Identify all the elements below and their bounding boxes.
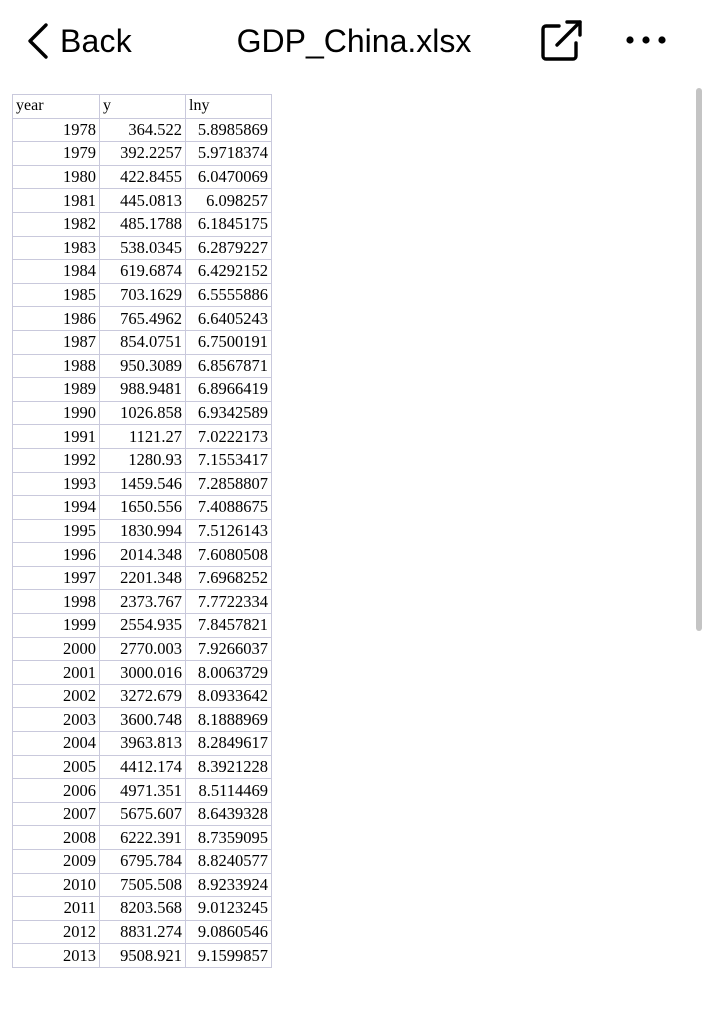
lny-cell[interactable]: 6.5555886 [186,283,272,307]
document-title: GDP_China.xlsx [236,23,472,59]
lny-cell[interactable]: 9.0860546 [186,920,272,944]
table-row [13,850,272,874]
table-row [13,637,272,661]
column-header-y[interactable]: y [100,95,186,119]
spreadsheet[interactable] [12,94,272,968]
year-cell[interactable]: 2009 [13,850,100,874]
share-icon [540,18,584,62]
y-cell[interactable]: 3600.748 [100,708,186,732]
y-cell[interactable]: 485.1788 [100,212,186,236]
lny-cell[interactable]: 6.6405243 [186,307,272,331]
year-cell[interactable]: 1993 [13,472,100,496]
year-cell[interactable]: 1999 [13,614,100,638]
y-cell[interactable]: 1650.556 [100,496,186,520]
y-cell[interactable]: 988.9481 [100,378,186,402]
table-row [13,920,272,944]
lny-cell[interactable]: 7.8457821 [186,614,272,638]
year-cell[interactable]: 2002 [13,684,100,708]
lny-cell[interactable]: 6.1845175 [186,212,272,236]
lny-cell[interactable]: 8.6439328 [186,802,272,826]
header-row [13,95,272,119]
y-cell[interactable]: 3963.813 [100,732,186,756]
lny-cell[interactable]: 7.0222173 [186,425,272,449]
y-cell[interactable]: 9508.921 [100,944,186,968]
lny-cell[interactable]: 7.5126143 [186,519,272,543]
lny-cell[interactable]: 5.9718374 [186,142,272,166]
year-cell[interactable]: 2006 [13,779,100,803]
back-button[interactable] [26,20,132,62]
table-row [13,260,272,284]
lny-cell[interactable]: 6.7500191 [186,330,272,354]
year-cell[interactable]: 1988 [13,354,100,378]
y-cell[interactable]: 2554.935 [100,614,186,638]
more-button[interactable] [622,25,670,55]
table-row [13,732,272,756]
table-row [13,448,272,472]
vertical-scrollbar[interactable] [696,88,702,631]
y-cell[interactable]: 5675.607 [100,802,186,826]
back-label: Back [60,22,132,59]
table-row [13,118,272,142]
table-row [13,354,272,378]
table-row [13,189,272,213]
year-cell[interactable]: 2007 [13,802,100,826]
table-row [13,519,272,543]
lny-cell[interactable]: 8.8240577 [186,850,272,874]
year-cell[interactable]: 1998 [13,590,100,614]
year-cell[interactable]: 2001 [13,661,100,685]
lny-cell[interactable]: 7.2858807 [186,472,272,496]
lny-cell[interactable]: 8.3921228 [186,755,272,779]
table-row [13,212,272,236]
y-cell[interactable]: 445.0813 [100,189,186,213]
y-cell[interactable]: 3272.679 [100,684,186,708]
year-cell[interactable]: 1989 [13,378,100,402]
year-cell[interactable]: 1997 [13,566,100,590]
lny-cell[interactable]: 7.9266037 [186,637,272,661]
year-cell[interactable]: 2000 [13,637,100,661]
y-cell[interactable]: 1830.994 [100,519,186,543]
table-row [13,755,272,779]
share-button[interactable] [540,18,584,62]
y-cell[interactable]: 2014.348 [100,543,186,567]
table-row [13,142,272,166]
y-cell[interactable]: 2770.003 [100,637,186,661]
y-cell[interactable]: 4412.174 [100,755,186,779]
year-cell[interactable]: 1986 [13,307,100,331]
lny-cell[interactable]: 5.8985869 [186,118,272,142]
lny-cell[interactable]: 8.0063729 [186,661,272,685]
navigation-bar [0,0,708,80]
lny-cell[interactable]: 7.6080508 [186,543,272,567]
lny-cell[interactable]: 8.9233924 [186,873,272,897]
lny-cell[interactable]: 6.8567871 [186,354,272,378]
year-cell[interactable]: 2012 [13,920,100,944]
year-cell[interactable]: 1980 [13,165,100,189]
y-cell[interactable]: 364.522 [100,118,186,142]
y-cell[interactable]: 854.0751 [100,330,186,354]
y-cell[interactable]: 4971.351 [100,779,186,803]
lny-cell[interactable]: 8.7359095 [186,826,272,850]
table-row [13,684,272,708]
y-cell[interactable]: 2201.348 [100,566,186,590]
year-cell[interactable]: 1981 [13,189,100,213]
y-cell[interactable]: 422.8455 [100,165,186,189]
year-cell[interactable]: 1979 [13,142,100,166]
lny-cell[interactable]: 9.0123245 [186,897,272,921]
lny-cell[interactable]: 8.1888969 [186,708,272,732]
year-cell[interactable]: 1983 [13,236,100,260]
year-cell[interactable]: 2011 [13,897,100,921]
lny-cell[interactable]: 7.6968252 [186,566,272,590]
year-cell[interactable]: 2004 [13,732,100,756]
table-row [13,330,272,354]
year-cell[interactable]: 1984 [13,260,100,284]
table-row [13,165,272,189]
lny-cell[interactable]: 8.2849617 [186,732,272,756]
table-row [13,236,272,260]
year-cell[interactable]: 1990 [13,401,100,425]
y-cell[interactable]: 703.1629 [100,283,186,307]
y-cell[interactable]: 538.0345 [100,236,186,260]
lny-cell[interactable]: 6.098257 [186,189,272,213]
table-row [13,425,272,449]
y-cell[interactable]: 1459.546 [100,472,186,496]
table-row [13,543,272,567]
lny-cell[interactable]: 6.0470069 [186,165,272,189]
lny-cell[interactable]: 6.4292152 [186,260,272,284]
y-cell[interactable]: 1121.27 [100,425,186,449]
lny-cell[interactable]: 6.9342589 [186,401,272,425]
lny-cell[interactable]: 7.7722334 [186,590,272,614]
y-cell[interactable]: 2373.767 [100,590,186,614]
y-cell[interactable]: 619.6874 [100,260,186,284]
y-cell[interactable]: 950.3089 [100,354,186,378]
table-row [13,566,272,590]
year-cell[interactable]: 1992 [13,448,100,472]
lny-cell[interactable]: 8.5114469 [186,779,272,803]
y-cell[interactable]: 6222.391 [100,826,186,850]
table-row [13,472,272,496]
table-row [13,826,272,850]
year-cell[interactable]: 1982 [13,212,100,236]
year-cell[interactable]: 1994 [13,496,100,520]
year-cell[interactable]: 1995 [13,519,100,543]
year-cell[interactable]: 2008 [13,826,100,850]
y-cell[interactable]: 7505.508 [100,873,186,897]
more-icon [622,25,670,55]
y-cell[interactable]: 1026.858 [100,401,186,425]
table-row [13,708,272,732]
lny-cell[interactable]: 8.0933642 [186,684,272,708]
y-cell[interactable]: 1280.93 [100,448,186,472]
year-cell[interactable]: 1985 [13,283,100,307]
y-cell[interactable]: 6795.784 [100,850,186,874]
table-row [13,378,272,402]
table-row [13,779,272,803]
y-cell[interactable]: 392.2257 [100,142,186,166]
table-row [13,307,272,331]
table-row [13,590,272,614]
chevron-left-icon [26,22,50,60]
year-cell[interactable]: 2013 [13,944,100,968]
column-header-year[interactable]: year [13,95,100,119]
lny-cell[interactable]: 9.1599857 [186,944,272,968]
table-row [13,496,272,520]
table-row [13,661,272,685]
y-cell[interactable]: 765.4962 [100,307,186,331]
year-cell[interactable]: 1987 [13,330,100,354]
y-cell[interactable]: 3000.016 [100,661,186,685]
table-row [13,283,272,307]
table-row [13,944,272,968]
lny-cell[interactable]: 6.8966419 [186,378,272,402]
year-cell[interactable]: 1978 [13,118,100,142]
y-cell[interactable]: 8203.568 [100,897,186,921]
lny-cell[interactable]: 7.4088675 [186,496,272,520]
column-header-lny[interactable]: lny [186,95,272,119]
year-cell[interactable]: 1996 [13,543,100,567]
table-row [13,802,272,826]
data-table [12,94,272,968]
year-cell[interactable]: 2010 [13,873,100,897]
year-cell[interactable]: 2005 [13,755,100,779]
table-row [13,401,272,425]
table-row [13,614,272,638]
table-row [13,873,272,897]
table-row [13,897,272,921]
lny-cell[interactable]: 7.1553417 [186,448,272,472]
year-cell[interactable]: 2003 [13,708,100,732]
y-cell[interactable]: 8831.274 [100,920,186,944]
year-cell[interactable]: 1991 [13,425,100,449]
lny-cell[interactable]: 6.2879227 [186,236,272,260]
